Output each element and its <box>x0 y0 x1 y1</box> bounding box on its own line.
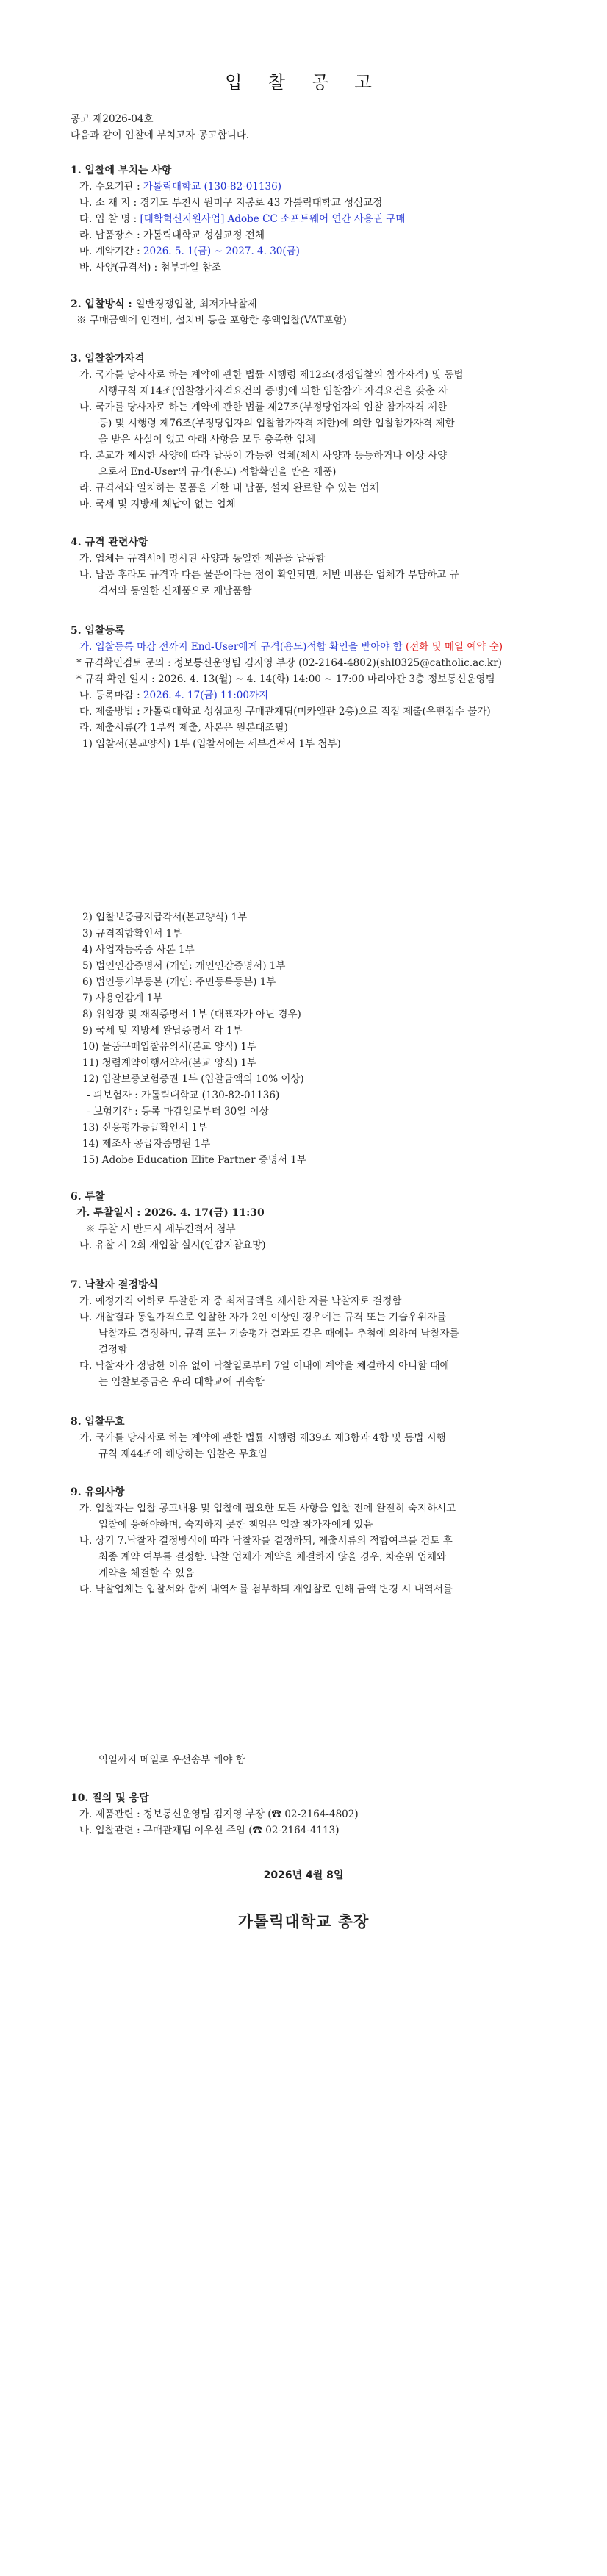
document-item: 1) 입찰서(본교양식) 1부 (입찰서에는 세부견적서 1부 첨부) <box>82 738 341 750</box>
section-4-line: 가. 업체는 규격서에 명시된 사양과 동일한 제품을 납품함 <box>79 553 326 565</box>
section-5-line: 다. 제출방법 : 가톨릭대학교 성심교정 구매관재팀(미카엘관 2층)으로 직접 제출(우편접수 불가) <box>79 706 491 718</box>
section-8-line: 가. 국가를 당사자로 하는 계약에 관한 법률 시행령 제39조 제3항과 4항 및 동법 시행 <box>79 1432 446 1444</box>
section-1-line: 바. 사양(규격서) : 첨부파일 참조 <box>79 262 222 273</box>
section-1-line <box>79 179 281 194</box>
section-5-line <box>79 688 268 703</box>
registration-requirement: 가. 입찰등록 마감 전까지 End-User에게 규격(용도)적합 확인을 받아야 함 <box>79 641 406 653</box>
section-1-line: 라. 납품장소 : 가톨릭대학교 성심교정 전체 <box>79 229 265 241</box>
document-subitem: - 보험기간 : 등록 마감일로부터 30일 이상 <box>87 1106 269 1117</box>
document-subitem: - 피보험자 : 가톨릭대학교 (130-82-01136) <box>87 1090 280 1101</box>
document-item: 5) 법인인감증명서 (개인: 개인인감증명서) 1부 <box>82 960 286 972</box>
document-item: 7) 사용인감계 1부 <box>82 992 163 1004</box>
section-9-line: 나. 상기 7.낙찰자 결정방식에 따라 낙찰자를 결정하되, 제출서류의 적합여부를 검토 후 <box>79 1535 453 1547</box>
document-item: 4) 사업자등록증 사본 1부 <box>82 944 195 956</box>
section-1-line <box>79 244 300 259</box>
section-7-line: 결정함 <box>98 1344 128 1356</box>
document-item: 11) 청렴계약이행서약서(본교 양식) 1부 <box>82 1057 257 1069</box>
section-5-line: 라. 제출서류(각 1부씩 제출, 사본은 원본대조필) <box>79 722 288 734</box>
section-3-line: 시행규칙 제14조(입찰참가자격요건의 증명)에 의한 입찰참가 자격요건을 갖춘 자 <box>98 385 448 397</box>
section-4-line: 나. 납품 후라도 규격과 다른 물품이라는 점이 확인되면, 제반 비용은 업체가 부담하고 규 <box>79 569 459 581</box>
section-9-heading: 9. 유의사항 <box>71 1486 125 1498</box>
section-3-line: 라. 규격서와 일치하는 물품을 기한 내 납품, 설치 완료할 수 있는 업체 <box>79 482 379 494</box>
section-3-line: 등) 및 시행령 제76조(부정당업자의 입찰참가자격 제한)에 의한 입찰참가자격 제한 <box>98 418 455 429</box>
section-7-heading: 7. 낙찰자 결정방식 <box>71 1279 159 1291</box>
section-7-line: 낙찰자로 결정하며, 규격 또는 기술평가 결과도 같은 때에는 추첨에 의하여 낙찰자를 <box>98 1328 459 1339</box>
section-5-line: * 규격 확인 일시 : 2026. 4. 13(월) ~ 4. 14(화) 14:00 ~ 17:00 마리아관 3층 정보통신운영팀 <box>76 673 495 685</box>
section-7-line: 는 입찰보증금은 우리 대학교에 귀속함 <box>98 1376 265 1388</box>
reservation-note: (전화 및 메일 예약 순) <box>405 641 503 653</box>
bid-submission-time: 가. 투찰일시 : 2026. 4. 17(금) 11:30 <box>76 1207 265 1219</box>
intro-text: 다음과 같이 입찰에 부치고자 공고합니다. <box>71 129 250 141</box>
section-8-heading: 8. 입찰무효 <box>71 1416 125 1428</box>
label: 나. 등록마감 : <box>79 690 143 701</box>
page-title: 입 찰 공 고 <box>225 72 382 93</box>
section-9-line: 계약을 체결할 수 있음 <box>98 1567 195 1579</box>
section-2-heading <box>71 297 257 312</box>
section-8-line: 규칙 제44조에 해당하는 입찰은 무효임 <box>98 1448 267 1460</box>
section-2-note: ※ 구매금액에 인건비, 설치비 등을 포함한 총액입찰(VAT포함) <box>76 315 347 326</box>
section-7-line: 나. 개찰결과 동일가격으로 입찰한 자가 2인 이상인 경우에는 규격 또는 기술우위자를 <box>79 1312 447 1323</box>
section-5-line: * 규격확인검토 문의 : 정보통신운영팀 김지영 부장 (02-2164-4802)(shl0325@catholic.ac.kr) <box>76 657 502 669</box>
section-10-line: 나. 입찰관련 : 구매관재팀 이우선 주임 (☎ 02-2164-4113) <box>79 1825 340 1836</box>
section-3-line: 나. 국가를 당사자로 하는 계약에 관한 법률 제27조(부정당업자의 입찰 참가자격 제한 <box>79 401 448 413</box>
notice-date: 2026년 4월 8일 <box>263 1870 344 1881</box>
section-4-heading: 4. 규격 관련사항 <box>71 537 148 548</box>
label: 마. 계약기간 : <box>79 246 143 257</box>
document-item: 8) 위임장 및 재직증명서 1부 (대표자가 아닌 경우) <box>82 1009 301 1020</box>
section-3-line: 으로서 End-User의 규격(용도) 적합확인을 받은 제품) <box>98 466 337 478</box>
document-item: 13) 신용평가등급확인서 1부 <box>82 1122 208 1134</box>
section-5-heading: 5. 입찰등록 <box>71 625 125 637</box>
section-9-line: 입찰에 응해야하며, 숙지하지 못한 책임은 입찰 참가자에게 있음 <box>98 1519 373 1531</box>
section-1-heading: 1. 입찰에 부치는 사항 <box>71 165 172 176</box>
bid-name-value: [대학혁신지원사업] Adobe CC 소프트웨어 연간 사용권 구매 <box>140 213 406 225</box>
heading-label: 2. 입찰방식 : <box>71 298 136 310</box>
section-3-line: 마. 국세 및 지방세 체납이 없는 업체 <box>79 498 236 510</box>
section-3-heading: 3. 입찰참가자격 <box>71 353 145 365</box>
section-4-line: 격서와 동일한 신제품으로 재납품함 <box>98 585 252 597</box>
section-10-heading: 10. 질의 및 응답 <box>71 1792 149 1804</box>
section-3-line: 을 받은 사실이 없고 아래 사항을 모두 충족한 업체 <box>98 434 316 446</box>
document-item: 3) 규격적합확인서 1부 <box>82 928 182 940</box>
document-item: 6) 법인등기부등본 (개인: 주민등록등본) 1부 <box>82 976 276 988</box>
section-9-line: 다. 낙찰업체는 입찰서와 함께 내역서를 첨부하되 재입찰로 인해 금액 변경 시 내역서를 <box>79 1584 453 1595</box>
buyer-value: 가톨릭대학교 (130-82-01136) <box>143 181 282 193</box>
contract-period-value: 2026. 5. 1(금) ~ 2027. 4. 30(금) <box>143 246 300 257</box>
heading-value: 일반경쟁입찰, 최저가낙찰제 <box>135 298 257 310</box>
label: 다. 입 찰 명 : <box>79 213 140 225</box>
document-item: 9) 국세 및 지방세 완납증명서 각 1부 <box>82 1025 243 1037</box>
section-9-line: 익일까지 메일로 우선송부 해야 함 <box>98 1754 245 1766</box>
document-item: 14) 제조사 공급자증명원 1부 <box>82 1138 211 1150</box>
document-item: 10) 물품구매입찰유의서(본교 양식) 1부 <box>82 1041 257 1053</box>
section-7-line: 다. 낙찰자가 정당한 이유 없이 낙찰일로부터 7일 이내에 계약을 체결하지 아니할 때에 <box>79 1360 450 1372</box>
document-item: 15) Adobe Education Elite Partner 증명서 1부 <box>82 1154 306 1166</box>
section-9-line: 최종 계약 여부를 결정함. 낙찰 업체가 계약을 체결하지 않을 경우, 차순위 업체와 <box>98 1551 447 1563</box>
section-6-heading: 6. 투찰 <box>71 1191 105 1203</box>
issuer-name: 가톨릭대학교 총장 <box>237 1913 370 1931</box>
section-5-line <box>79 640 503 654</box>
section-1-line <box>79 212 405 226</box>
label: 가. 수요기관 : <box>79 181 143 193</box>
deadline-value: 2026. 4. 17(금) 11:00까지 <box>143 690 269 701</box>
section-6-line: 나. 유찰 시 2회 재입찰 실시(인감지참요망) <box>79 1239 266 1251</box>
section-10-line: 가. 제품관련 : 정보통신운영팀 김지영 부장 (☎ 02-2164-4802) <box>79 1808 359 1820</box>
section-1-line: 나. 소 재 지 : 경기도 부천시 원미구 지봉로 43 가톨릭대학교 성심교정 <box>79 197 383 209</box>
section-9-line: 가. 입찰자는 입찰 공고내용 및 입찰에 필요한 모든 사항을 입찰 전에 완전히 숙지하시고 <box>79 1503 456 1514</box>
notice-number: 공고 제2026-04호 <box>71 113 154 125</box>
document-item: 12) 입찰보증보험증권 1부 (입찰금액의 10% 이상) <box>82 1073 304 1085</box>
section-6-note: ※ 투찰 시 반드시 세부견적서 첨부 <box>85 1223 236 1235</box>
section-3-line: 다. 본교가 제시한 사양에 따라 납품이 가능한 업체(제시 사양과 동등하거나 이상 사양 <box>79 450 448 462</box>
section-3-line: 가. 국가를 당사자로 하는 계약에 관한 법률 시행령 제12조(경쟁입찰의 참가자격) 및 동법 <box>79 369 464 381</box>
document-item: 2) 입찰보증금지급각서(본교양식) 1부 <box>82 912 248 923</box>
section-7-line: 가. 예정가격 이하로 투찰한 자 중 최저금액을 제시한 자를 낙찰자로 결정함 <box>79 1295 402 1307</box>
